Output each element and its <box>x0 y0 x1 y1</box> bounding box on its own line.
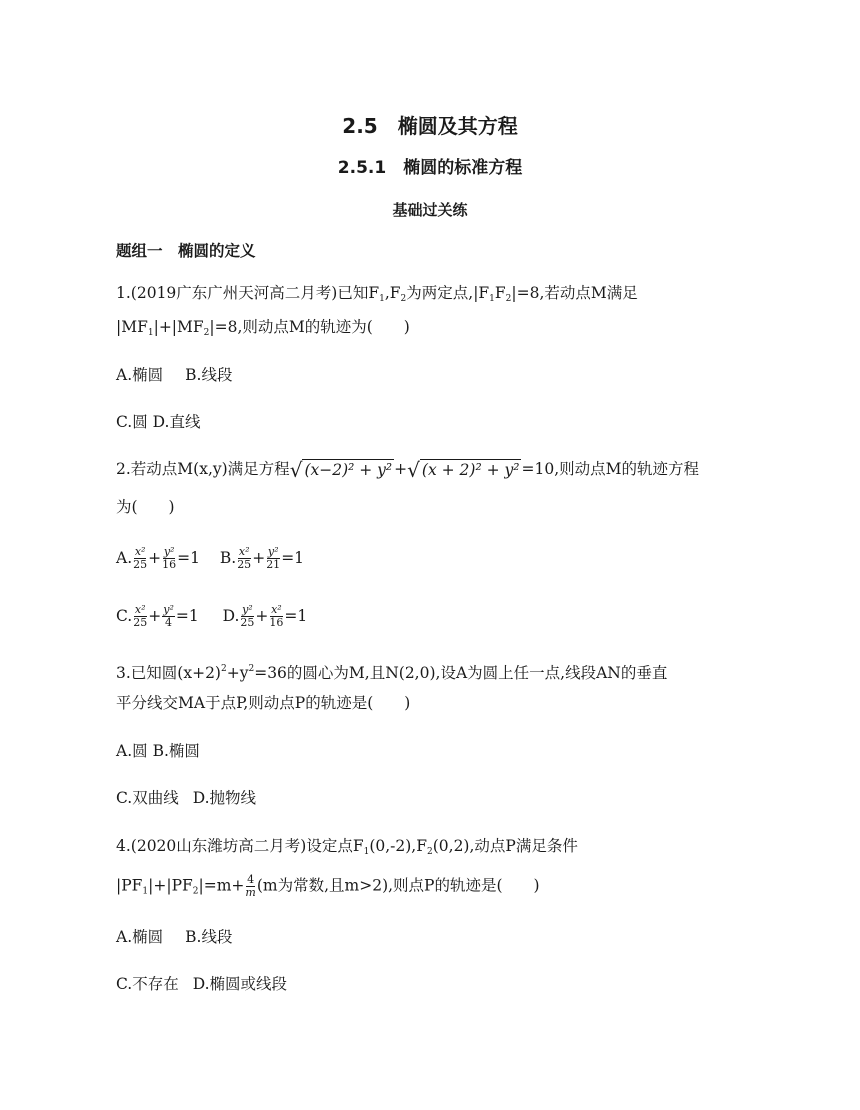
question-2-line-1: 2.若动点M(x,y)满足方程 √ (x−2)² + y² + √ (x + 2)² + y² =10,则动点M的轨迹方程 <box>116 458 699 482</box>
section-heading: 基础过关练 <box>392 201 468 219</box>
option-c: C.圆 <box>116 413 148 431</box>
option-a: A.椭圆 <box>116 928 164 946</box>
sqrt-expression-1: √ (x−2)² + y² <box>289 458 393 482</box>
question-2-line-2: 为( ) <box>116 498 175 516</box>
question-3-line-2: 平分线交MA于点P,则动点P的轨迹是( ) <box>116 694 411 712</box>
question-2-options-ab <box>116 546 304 571</box>
option-a: A. $\frac{\text{x²}}{25}$ + $\frac{\text{y²}}{16}$ =1 <box>116 545 200 571</box>
question-2-options-cd <box>116 604 307 629</box>
question-4-line-1: 4.(2020山东潍坊高二月考)设定点$F_1(0,-2),F_2(0,2)$,动点P满足条件 <box>116 837 578 857</box>
option-b: B.线段 <box>185 366 233 384</box>
option-c: C.双曲线 <box>116 789 179 807</box>
question-1-options-cd <box>116 411 200 433</box>
option-c: C. $\frac{\text{x²}}{25}$ + $\frac{\text{y²}}{4}$ =1 <box>116 603 199 629</box>
question-4-line-2: $|PF_1|+|PF_2|=m+$ $\frac{4}{m}$ (m为常数,且m>2),则点P的轨迹是( ) <box>116 873 540 899</box>
option-c: C.不存在 <box>116 975 179 993</box>
option-d: D.椭圆或线段 <box>192 975 288 993</box>
option-b: B.椭圆 <box>152 742 200 760</box>
option-b: B. $\frac{\text{x²}}{25}$ + $\frac{\text{y²}}{21}$ =1 <box>219 545 305 571</box>
sqrt-expression-2: √ (x + 2)² + y² <box>407 458 520 482</box>
fraction-4-over-m: $\frac{4}{m}$ <box>245 873 256 899</box>
option-d: D. $\frac{\text{y²}}{25}$ + $\frac{\text{x²}}{16}$ =1 <box>222 603 308 629</box>
question-1-line-2: $|MF_1|+|MF_2|=8$,则动点M的轨迹为( ) <box>116 318 410 338</box>
option-d: D.直线 <box>152 413 201 431</box>
question-1-options-ab <box>116 364 232 386</box>
page-subtitle: 2.5.1 椭圆的标准方程 <box>337 158 523 178</box>
question-3-line-1: 3.已知圆$(x+2)^2+y^2=36$的圆心为M,且N(2,0),设A为圆上任一点,线段AN的垂直 <box>116 664 668 682</box>
option-b: B.线段 <box>185 928 233 946</box>
option-a: A.椭圆 <box>116 366 164 384</box>
page-title: 2.5 椭圆及其方程 <box>342 114 518 138</box>
question-4-options-cd <box>116 973 287 995</box>
option-d: D.抛物线 <box>192 789 257 807</box>
question-1-line-1: 1.(2019广东广州天河高二月考)已知$F_1,F_2$为两定点$,|F_1F_2|=8$,若动点M满足 <box>116 284 638 304</box>
group-heading: 题组一 椭圆的定义 <box>116 242 256 260</box>
option-a: A.圆 <box>116 742 148 760</box>
question-4-options-ab <box>116 926 232 948</box>
question-3-options-cd <box>116 787 256 809</box>
question-3-options-ab <box>116 740 200 762</box>
